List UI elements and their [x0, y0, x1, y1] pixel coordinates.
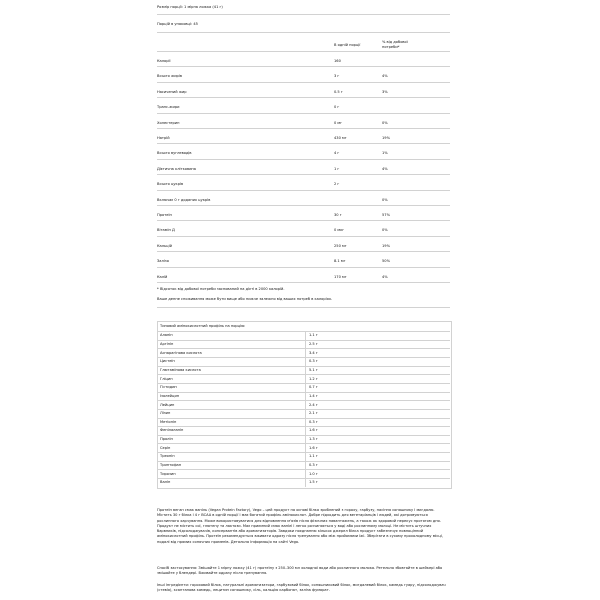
amino-acid-name: Аспарагінова кислота [160, 350, 202, 355]
amino-acid-name: Серін [160, 445, 171, 450]
amino-acid-name: Глютамінова кислота [160, 367, 201, 372]
nutrient-amount: 3 г [334, 74, 340, 79]
divider [157, 51, 450, 52]
serving-size: Розмір порції: 1 мірна ложка (41 г) [157, 5, 223, 9]
nutrient-amount: 8.1 мг [334, 259, 346, 264]
amino-acid-value: 0.3 г [309, 359, 318, 364]
nutrient-name: Всього цукрів [157, 182, 184, 187]
nutrient-name: Всього жирів [157, 74, 182, 79]
nutrient-name: Транс-жири [157, 105, 180, 110]
amino-acid-value: 5.1 г [309, 367, 318, 372]
footnote-calorie-needs: Ваше денне споживання може бути вище або нижче залежно від ваших потреб в калоріях. [157, 297, 333, 301]
amino-acid-name: Аланін [160, 333, 173, 338]
row-divider [157, 426, 450, 427]
amino-acid-value: 0.3 г [309, 419, 318, 424]
nutrient-daily-value: 4% [382, 74, 388, 79]
nutrient-amount: 0 мкг [334, 228, 345, 233]
amino-acid-value: 1.1 г [309, 454, 318, 459]
amino-acid-name: Лізин [160, 411, 171, 416]
amino-acid-name: Гістидин [160, 385, 177, 390]
row-divider [157, 418, 450, 419]
amino-acid-name: Лейцин [160, 402, 175, 407]
nutrient-name: Включає 0 г доданих цукрів [157, 197, 211, 202]
amino-acid-name: Треонін [160, 454, 175, 459]
row-divider [157, 113, 450, 114]
nutrient-name: Холестерин [157, 120, 180, 125]
amino-acid-name: Триптофан [160, 463, 182, 468]
amino-acid-value: 1.3 г [309, 437, 318, 442]
amino-acid-value: 1.6 г [309, 445, 318, 450]
amino-acid-value: 0.3 г [309, 463, 318, 468]
row-divider [157, 452, 450, 453]
nutrient-daily-value: 4% [382, 274, 388, 279]
amino-acid-value: 2.1 г [309, 411, 318, 416]
row-divider [157, 159, 450, 160]
nutrient-name: Насичений жир [157, 89, 187, 94]
row-divider [157, 282, 450, 283]
row-divider [157, 443, 450, 444]
row-divider [157, 435, 450, 436]
nutrient-daily-value: 0% [382, 228, 388, 233]
nutrient-amount: 250 мг [334, 243, 347, 248]
nutrient-daily-value: 50% [382, 259, 390, 264]
divider [157, 32, 450, 33]
daily-value-header-line1: % від добової [382, 40, 408, 44]
ingredients-list: Інші інгредієнти: гороховий білок, натуральні ароматизатори, гарбузовий білок, соняшниковий білок, мигдалевий білок, камедь гуару, підсолоджувач (стевія), ксантанова камедь, лецитин соняшнику, сіль, кальцію карбонат, заліза фумарат. [157, 583, 446, 593]
divider [157, 307, 450, 308]
nutrient-amount: 0 г [334, 105, 340, 110]
row-divider [157, 478, 450, 479]
row-divider [157, 461, 450, 462]
row-divider [157, 205, 450, 206]
divider [157, 331, 450, 332]
amino-acid-name: Пролін [160, 437, 173, 442]
nutrient-daily-value: 1% [382, 151, 388, 156]
amino-acid-name: Аргінін [160, 341, 174, 346]
amino-acid-name: Ізолейцин [160, 393, 180, 398]
amino-acid-name: Валін [160, 480, 171, 485]
nutrient-amount: 170 мг [334, 274, 347, 279]
divider [157, 14, 450, 15]
amino-acid-value: 1.5 г [309, 480, 318, 485]
row-divider [157, 409, 450, 410]
amino-acid-name: Метіонін [160, 419, 177, 424]
nutrient-amount: 430 мг [334, 136, 347, 140]
daily-value-header-line2: потреби* [382, 45, 400, 49]
row-divider [157, 251, 450, 252]
nutrient-daily-value: 19% [382, 136, 390, 140]
row-divider [157, 97, 450, 98]
amino-acid-value: 1.4 г [309, 393, 318, 398]
nutrient-daily-value: 0% [382, 197, 388, 202]
row-divider [157, 143, 450, 144]
row-divider [157, 400, 450, 401]
amino-acid-value: 1.1 г [309, 333, 318, 338]
nutrient-amount: 0 мг [334, 120, 343, 125]
row-divider [157, 366, 450, 367]
amino-acid-name: Тирозин [160, 471, 176, 476]
nutrient-name: Кальцій [157, 243, 172, 248]
footnote-daily-value: * Відсоток від добової потреби заснований на дієті в 2000 калорій. [157, 287, 285, 291]
nutrient-name: Залізо [157, 259, 169, 264]
row-divider [157, 82, 450, 83]
nutrient-amount: 2 г [334, 182, 340, 187]
amino-acid-value: 2.5 г [309, 341, 318, 346]
nutrient-amount: 4 г [334, 151, 340, 156]
nutrient-daily-value: 19% [382, 243, 390, 248]
nutrient-name: Дієтична клітковина [157, 166, 196, 171]
nutrient-daily-value: 3% [382, 89, 388, 94]
row-divider [157, 128, 450, 129]
nutrient-daily-value: 4% [382, 166, 388, 171]
amino-acid-value: 3.4 г [309, 350, 318, 355]
row-divider [157, 267, 450, 268]
row-divider [157, 374, 450, 375]
servings-per-container: Порцій в упаковці: 45 [157, 22, 198, 26]
nutrient-name: Калій [157, 274, 168, 279]
row-divider [157, 357, 450, 358]
nutrient-name: Всього вуглеводів [157, 151, 192, 156]
row-divider [157, 174, 450, 175]
nutrient-amount: 160 [334, 59, 341, 63]
row-divider [157, 66, 450, 67]
nutrient-daily-value: 0% [382, 120, 388, 125]
nutrient-amount: 30 г [334, 213, 342, 217]
row-divider [157, 220, 450, 221]
nutrient-name: Калорії [157, 59, 171, 63]
nutrient-amount: 1 г [334, 166, 340, 171]
amino-acid-name: Фенілаланін [160, 428, 184, 433]
amino-acid-name: Цистеїн [160, 359, 175, 364]
per-serving-header: В одній порції [334, 43, 361, 47]
row-divider [157, 469, 450, 470]
row-divider [157, 190, 450, 191]
row-divider [157, 383, 450, 384]
amino-acid-name: Гліцин [160, 376, 173, 381]
row-divider [157, 236, 450, 237]
amino-acid-value: 1.2 г [309, 376, 318, 381]
nutrient-name: Вітамін Д [157, 228, 175, 233]
amino-acid-value: 0.7 г [309, 385, 318, 390]
nutrient-amount: 0.5 г [334, 89, 343, 94]
row-divider [157, 348, 450, 349]
amino-acid-title: Типовий амінокислотний профіль на порцію: [160, 324, 246, 328]
amino-acid-value: 1.0 г [309, 471, 318, 476]
usage-instructions: Спосіб застосування: Змішайте 1 мірну ложку (41 г) протеїну з 250–300 мл холодної води або рослинного молока. Ретельно збовтайте в шейкері або змішайте у блендері. Вживайте одразу після тренування. [157, 566, 443, 576]
row-divider [157, 340, 450, 341]
nutrient-name: Натрій [157, 136, 170, 140]
nutrient-name: Протеїн [157, 213, 172, 217]
amino-acid-value: 1.6 г [309, 428, 318, 433]
product-description: Протеїн веган смак ваніль (Vegan Protein Factory), Vego – цей продукт на основі білка зроблений з гороху, гарбузу, насіння соняшнику і мигдалю. Містить 30 г білка і 4 г BCAA в одній порції і має багатий профіль амінокислот. Добре підходить для вегетаріанців і людей, які дотримуються рослинного харчування. Може використовуватися для відновлення м'язів після фізичних навантажень, а також як здоровий перекус протягом дня. Продукт не містить сої, глютену та лактози. Має приємний смак ванілі і легко розчиняється у воді або рослинному молоці. Не містить штучних барвників, підсолоджувачів, консервантів або ароматизаторів. Завдяки поєднанню кількох джерел білка продукт забезпечує повноцінний амінокислотний профіль. Протеїн рекомендується вживати одразу після тренування або між прийомами їжі. Зберігати в сухому прохолодному місці, подалі від прямих сонячних променів. Детальна інформація на сайті Vego. [157, 508, 443, 544]
nutrient-daily-value: 57% [382, 213, 390, 217]
amino-acid-value: 2.4 г [309, 402, 318, 407]
row-divider [157, 392, 450, 393]
